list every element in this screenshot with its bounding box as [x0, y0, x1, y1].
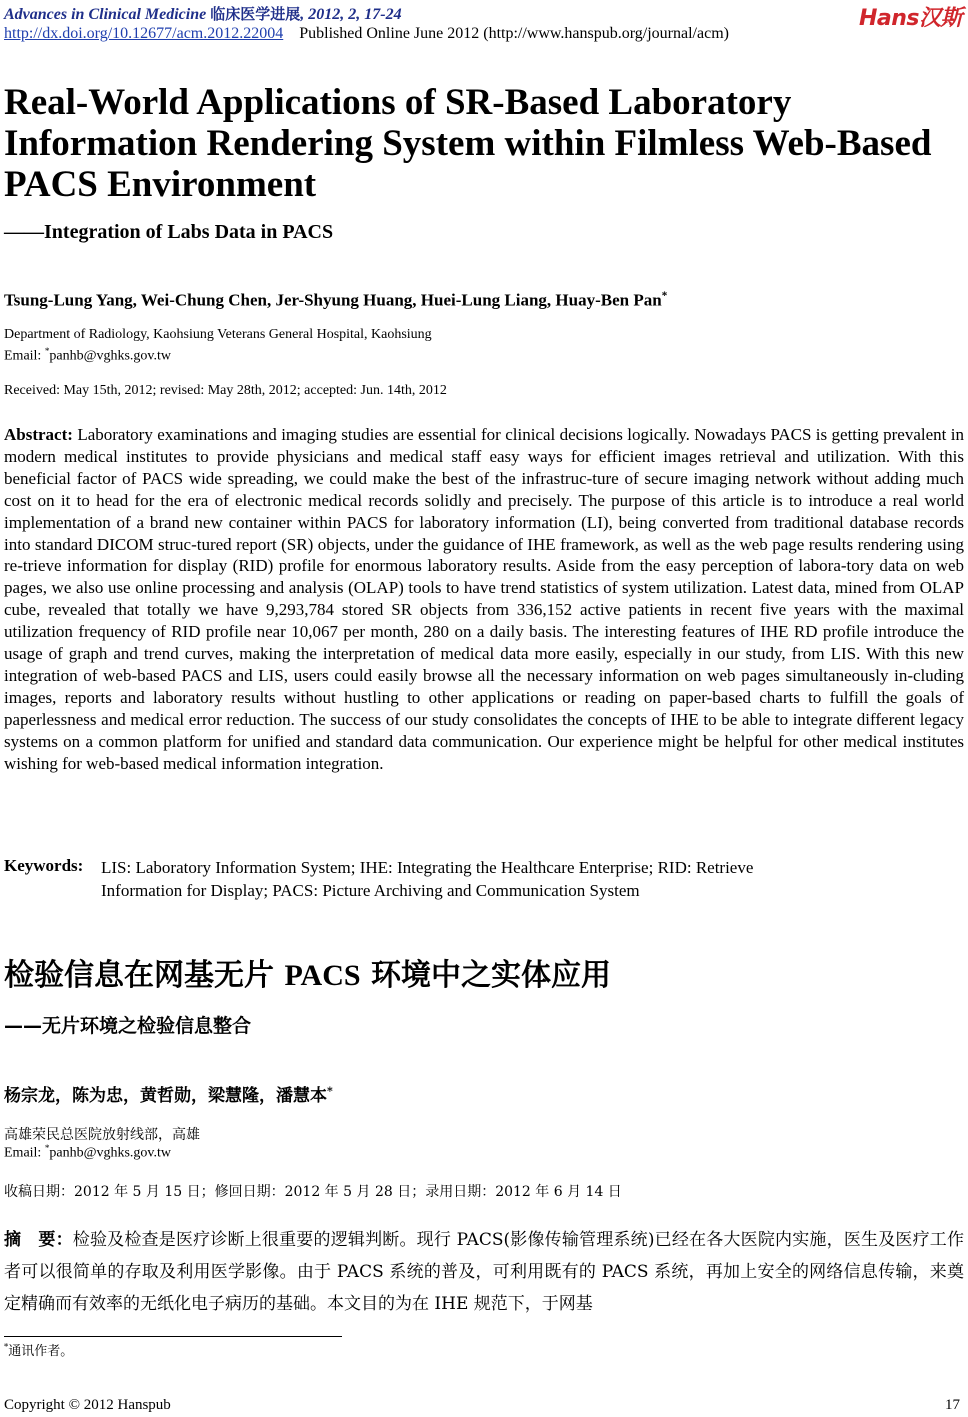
journal-header	[4, 3, 402, 24]
volume-info: , 2012, 2, 17-24	[300, 6, 402, 23]
author-list	[4, 290, 667, 311]
keywords-line-1: LIS: Laboratory Information System; IHE: Integrating the Healthcare Enterprise; RID: Retrieve	[101, 858, 754, 877]
chinese-authors	[4, 1081, 333, 1106]
cn-corresponding-mark: *	[327, 1084, 333, 1098]
chinese-email-line	[4, 1143, 171, 1162]
cn-title-part-1: 检验信息在网基无片	[4, 958, 285, 993]
email-label: Email:	[4, 348, 45, 364]
keywords-line-2: Information for Display; PACS: Picture Archiving and Communication System	[101, 881, 640, 900]
received-dates: Received: May 15th, 2012; revised: May 28th, 2012; accepted: Jun. 14th, 2012	[4, 383, 447, 398]
affiliation: Department of Radiology, Kaohsiung Veterans General Hospital, Kaohsiung	[4, 327, 432, 342]
chinese-title	[4, 950, 611, 994]
cn-title-part-2: PACS	[284, 959, 361, 992]
doi-link[interactable]: http://dx.doi.org/10.12677/acm.2012.22004	[4, 25, 284, 42]
chinese-subtitle: ——无片环境之检验信息整合	[4, 1015, 252, 1037]
cn-email-mark: *	[44, 1143, 50, 1153]
keywords-label: Keywords:	[4, 856, 84, 875]
copyright: Copyright © 2012 Hanspub	[4, 1397, 171, 1413]
cn-title-part-3: 环境中之实体应用	[360, 958, 612, 993]
abstract-text: Laboratory examinations and imaging studies are essential for clinical decisions logically. Nowadays PACS is getting prevalent in modern medical institutes to provide physicians and medical staff easy ways for efficient images retrieval and utilization. With this beneficial factor of PACS wide spreading, we could make the best of the infrastruc-ture of secure imaging network without adding much cost on it to head for the era of electronic medical records solidly and precisely. The purpose of this article is to introduce a real world implementation of a brand new container within PACS for laboratory information (LI), being converted from traditional database records into standard DICOM struc-tured report (SR) objects, under the guidance of IHE framework, as well as the web page results rendering using re-trieve information for display (RID) profile for enormous laboratory results. Aside from the easy perception of labora-tory data on web pages, we also use online processing and analysis (OLAP) tools to have trend statistics of system utilization. Latest data, mined from OLAP cube, revealed that totally we have 9,293,784 stored SR objects from 336,152 active patients in recent five years with the maximal utilization frequency of RID profile near 10,067 per month, 280 on a daily basis. The interesting features of IHE RD profile introduce the usage of graph and trend curves, making the interpretation of medical data more easily, especially in our study, from LIS. With this new integration of web-based PACS and LIS, users could easily browse all the necessary information on web pages simultaneously in-cluding images, reports and laboratory results without hustling to other applications or reading on paper-based charts to fulfill the goals of paperlessness and medical error reduction. The success of our study consolidates the concepts of IHE to be able to integrate different legacy systems on a common platform for unified and standard data communication. Our experience might be helpful for other medical institutes wishing for web-based medical information integration.	[4, 425, 964, 773]
journal-name-cn: 临床医学进展	[210, 5, 301, 23]
publication-line	[4, 25, 729, 43]
published-info: Published Online June 2012 (http://www.hanspub.org/journal/acm)	[299, 25, 729, 42]
hans-logo: Hans汉斯	[858, 6, 962, 31]
cn-email-label: Email:	[4, 1145, 45, 1161]
abstract-block	[4, 424, 964, 775]
footnote-mark: *	[4, 1341, 9, 1352]
footnote-text: 通讯作者。	[8, 1344, 74, 1359]
abstract-label: Abstract:	[4, 425, 73, 444]
journal-name: Advances in Clinical Medicine	[4, 6, 207, 23]
corresponding-mark: *	[661, 290, 668, 302]
paper-subtitle: ——Integration of Labs Data in PACS	[4, 221, 334, 243]
cn-authors-text: 杨宗龙，陈为忠，黄哲勋，梁慧隆，潘慧本	[4, 1086, 327, 1106]
email-address: panhb@vghks.gov.tw	[49, 348, 172, 364]
cn-abstract-label: 摘 要：	[4, 1230, 73, 1250]
footnote-divider	[4, 1336, 342, 1337]
chinese-affiliation: 高雄荣民总医院放射线部，高雄	[4, 1127, 200, 1143]
chinese-dates: 收稿日期：2012 年 5 月 15 日；修回日期：2012 年 5 月 28 日；录用日期：2012 年 6 月 14 日	[4, 1184, 622, 1200]
footnote	[4, 1340, 73, 1359]
chinese-abstract	[4, 1224, 964, 1320]
email-line	[4, 346, 171, 365]
page-number: 17	[945, 1397, 960, 1413]
cn-abstract-text: 检验及检查是医疗诊断上很重要的逻辑判断。现行 PACS(影像传输管理系统)已经在各大医院内实施，医生及医疗工作者可以很简单的存取及利用医学影像。由于 PACS 系统的普及，可利用既有的 PACS 系统，再加上安全的网络信息传输，来奠定精确而有效率的无纸化电子病历的基础。本文目的为在 IHE 规范下，于网基	[4, 1230, 964, 1314]
authors-text: Tsung-Lung Yang, Wei-Chung Chen, Jer-Shyung Huang, Huei-Lung Liang, Huay-Ben Pan	[4, 290, 662, 310]
paper-title: Real-World Applications of SR-Based Laboratory Information Rendering System within Filmless Web-Based PACS Environment	[4, 82, 932, 205]
cn-email-address: panhb@vghks.gov.tw	[49, 1145, 172, 1161]
email-mark: *	[44, 346, 50, 356]
keywords-text	[101, 856, 921, 902]
